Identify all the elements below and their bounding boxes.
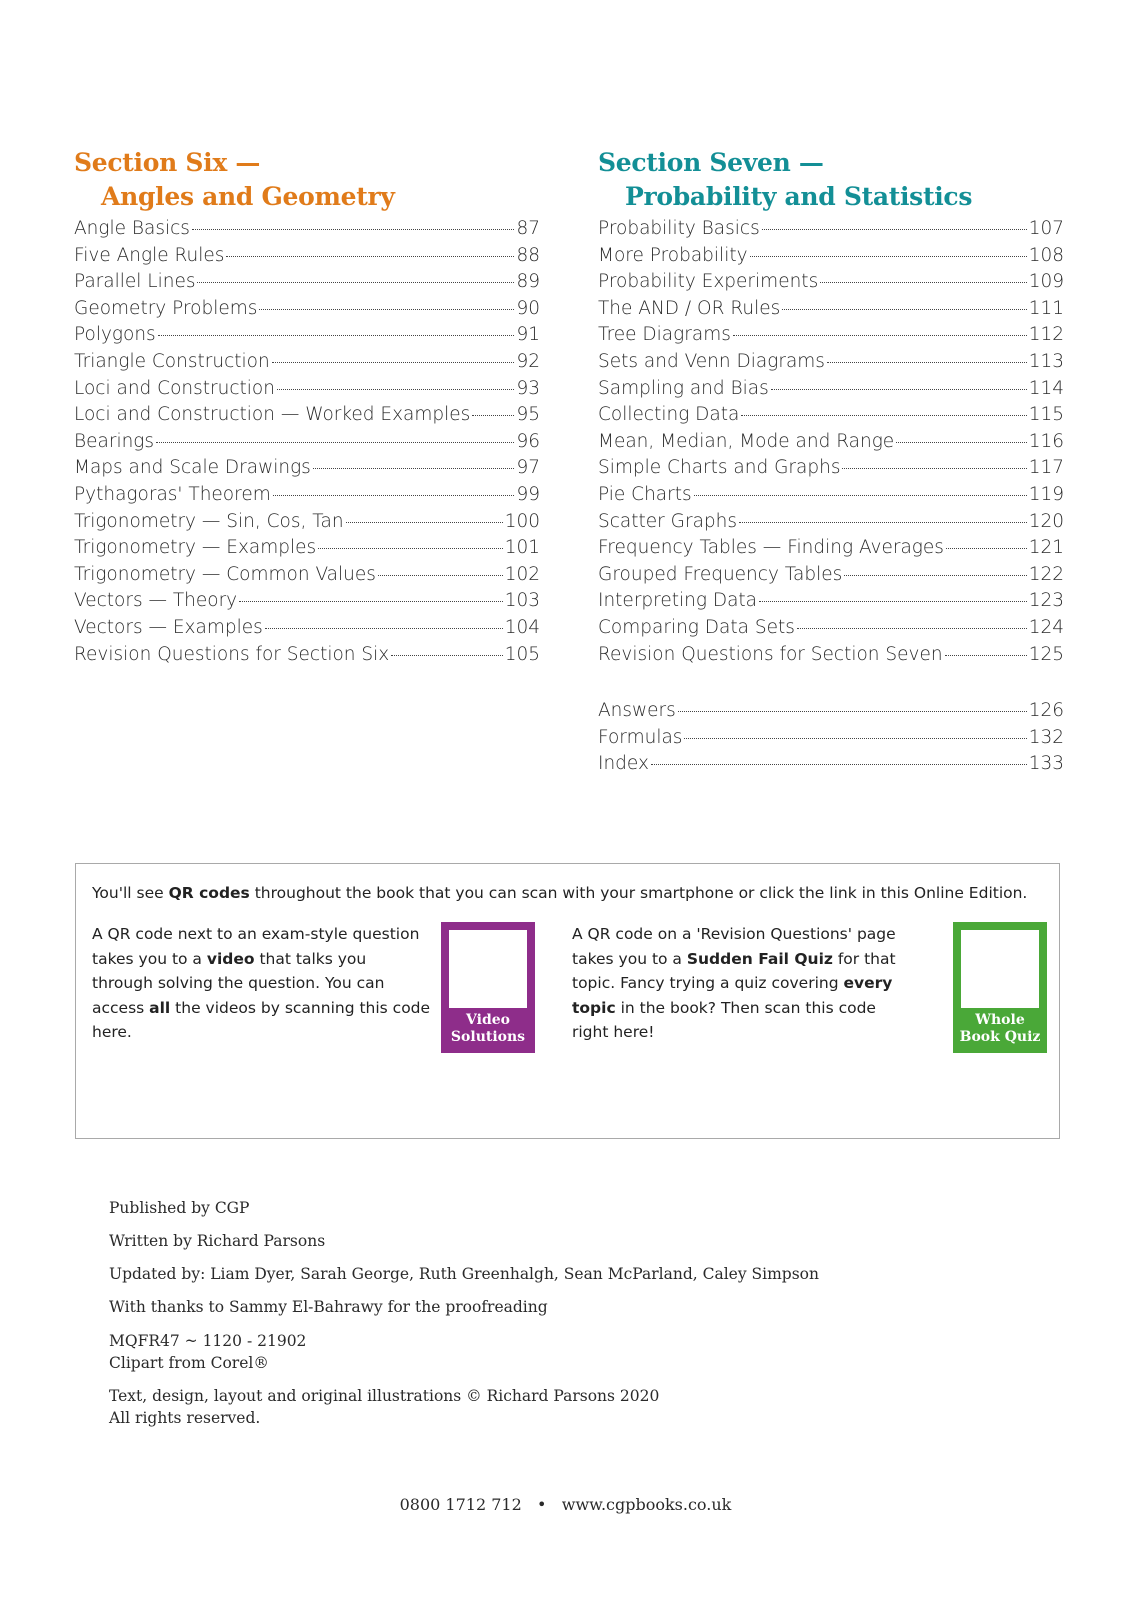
contents-entry[interactable] (598, 617, 1064, 644)
text-part: in the book? Then scan this code right here! (572, 998, 876, 1041)
qr-code-placeholder (449, 930, 527, 1008)
entry-title: Pythagoras' Theorem (74, 483, 271, 505)
text-part: that talks you through solving the question. You can access (92, 949, 385, 1017)
contents-entry[interactable] (74, 271, 540, 298)
entry-page-number: 99 (516, 483, 540, 505)
section-six-heading-line2: Angles and Geometry (101, 182, 395, 211)
dot-leader (694, 495, 1027, 496)
contents-entry[interactable] (598, 511, 1064, 538)
dot-leader (156, 442, 514, 443)
dot-leader (226, 256, 514, 257)
entry-title: Angle Basics (74, 218, 190, 239)
dot-leader (782, 309, 1026, 310)
contents-entry[interactable] (598, 431, 1064, 458)
qr-intro-part: throughout the book that you can scan with your smartphone or click the link in this Online Edition. (249, 884, 1028, 902)
written-by: Written by Richard Parsons (109, 1232, 326, 1250)
qr-code-placeholder (961, 930, 1039, 1008)
entry-page-number: 107 (1028, 218, 1064, 239)
dot-leader (277, 389, 514, 390)
entry-page-number: 92 (516, 350, 540, 372)
entry-title: Probability Basics (598, 218, 760, 239)
entry-page-number: 100 (504, 510, 540, 532)
dot-leader (827, 362, 1027, 363)
entry-title: Parallel Lines (74, 271, 196, 293)
card-label-line: Book Quiz (959, 1029, 1041, 1045)
text-part: for that topic. Fancy trying a quiz covering (572, 949, 896, 992)
dot-leader (797, 628, 1027, 629)
contents-entry[interactable] (598, 564, 1064, 591)
entry-title: Collecting Data (598, 404, 740, 426)
dot-leader (265, 628, 503, 629)
contents-entry[interactable] (74, 457, 540, 484)
text-bold: all (149, 998, 171, 1017)
dot-leader (239, 601, 503, 602)
entry-title: Vectors — Examples (74, 616, 263, 638)
section-seven-heading-line1: Section Seven — (598, 148, 824, 177)
text-part: A QR code on a 'Revision Questions' page takes you to a (572, 925, 896, 968)
dot-leader (733, 335, 1027, 336)
qr-intro-part: You'll see (92, 884, 169, 902)
entry-title: Formulas (598, 726, 683, 748)
entry-title: Trigonometry — Sin, Cos, Tan (74, 510, 344, 532)
footer-phone: 0800 1712 712 (399, 1495, 522, 1514)
card-label-line: Solutions (450, 1029, 526, 1045)
dot-leader (313, 468, 515, 469)
entry-title: Scatter Graphs (598, 510, 738, 532)
text-bold: video (206, 949, 255, 968)
entry-page-number: 90 (516, 297, 540, 319)
entry-page-number: 108 (1028, 244, 1064, 266)
entry-page-number: 105 (504, 643, 540, 665)
entry-title: Answers (598, 700, 676, 721)
text-part: the videos by scanning this code here. (92, 998, 431, 1041)
contents-entry[interactable] (598, 484, 1064, 511)
video-solutions-qr-card[interactable] (441, 922, 535, 1053)
dot-leader (750, 256, 1027, 257)
entry-title: Geometry Problems (74, 297, 258, 319)
page-footer (0, 1495, 1131, 1514)
entry-page-number: 109 (1028, 271, 1064, 293)
contents-entry[interactable] (598, 324, 1064, 351)
contents-entry[interactable] (74, 404, 540, 431)
dot-leader (762, 229, 1027, 230)
contents-entry[interactable] (74, 324, 540, 351)
dot-leader (759, 601, 1027, 602)
entry-title: Index (598, 753, 649, 775)
product-code: MQFR47 ~ 1120 - 21902 (109, 1332, 307, 1350)
dot-leader (945, 655, 1027, 656)
entry-page-number: 111 (1028, 297, 1064, 319)
entry-title: Comparing Data Sets (598, 616, 795, 638)
dot-leader (896, 442, 1027, 443)
entry-page-number: 91 (516, 324, 540, 346)
contents-entry[interactable] (74, 351, 540, 378)
entry-page-number: 87 (516, 218, 540, 239)
entry-title: Vectors — Theory (74, 590, 238, 612)
dot-leader (378, 575, 503, 576)
entry-title: Tree Diagrams (598, 324, 731, 346)
copyright-line: Text, design, layout and original illustrations © Richard Parsons 2020 (109, 1387, 660, 1405)
contents-entry[interactable] (74, 431, 540, 458)
contents-entry[interactable] (74, 590, 540, 617)
contents-entry[interactable] (598, 271, 1064, 298)
entry-title: Mean, Median, Mode and Range (598, 430, 895, 452)
footer-separator: • (537, 1495, 547, 1514)
contents-entry[interactable] (598, 404, 1064, 431)
contents-entry[interactable] (598, 644, 1064, 671)
entry-title: Polygons (74, 324, 156, 346)
contents-entry[interactable] (74, 218, 540, 245)
dot-leader (197, 282, 514, 283)
entry-page-number: 93 (516, 377, 540, 399)
entry-title: Interpreting Data (598, 590, 758, 612)
entry-title: Trigonometry — Common Values (74, 563, 376, 585)
contents-entry[interactable] (598, 351, 1064, 378)
dot-leader (946, 548, 1027, 549)
back-matter-contents (598, 700, 1064, 780)
entry-page-number: 114 (1028, 377, 1064, 399)
card-label-line: Video (466, 1012, 510, 1028)
entry-title: Probability Experiments (598, 271, 819, 293)
entry-page-number: 124 (1028, 616, 1064, 638)
entry-title: Maps and Scale Drawings (74, 457, 311, 479)
qr-intro-bold: QR codes (168, 884, 250, 902)
contents-entry[interactable] (74, 484, 540, 511)
entry-page-number: 102 (504, 563, 540, 585)
section-seven-heading-line2: Probability and Statistics (625, 182, 973, 211)
clipart-credit: Clipart from Corel® (109, 1354, 269, 1372)
updated-by: Updated by: Liam Dyer, Sarah George, Ruth Greenhalgh, Sean McParland, Caley Simpson (109, 1265, 819, 1283)
entry-page-number: 115 (1028, 404, 1064, 426)
contents-entry[interactable] (598, 753, 1064, 780)
entry-page-number: 125 (1028, 643, 1064, 665)
entry-title: Grouped Frequency Tables (598, 563, 843, 585)
text-bold: Sudden Fail Quiz (686, 949, 833, 968)
dot-leader (741, 415, 1026, 416)
contents-entry[interactable] (74, 617, 540, 644)
contents-entry[interactable] (74, 564, 540, 591)
entry-title: More Probability (598, 244, 748, 266)
entry-page-number: 119 (1028, 483, 1064, 505)
entry-title: The AND / OR Rules (598, 297, 781, 319)
dot-leader (844, 575, 1026, 576)
entry-page-number: 116 (1028, 430, 1064, 452)
entry-page-number: 95 (516, 404, 540, 426)
entry-page-number: 132 (1028, 726, 1064, 748)
published-by: Published by CGP (109, 1199, 250, 1217)
contents-entry[interactable] (74, 378, 540, 405)
contents-entry[interactable] (74, 245, 540, 272)
section-six-contents (74, 218, 540, 670)
whole-book-quiz-qr-card[interactable] (953, 922, 1047, 1053)
dot-leader (472, 415, 514, 416)
rights-line: All rights reserved. (109, 1409, 261, 1427)
video-solutions-label (441, 1012, 535, 1046)
entry-page-number: 96 (516, 430, 540, 452)
qr-code-info-box (75, 863, 1060, 1139)
contents-entry[interactable] (598, 590, 1064, 617)
dot-leader (739, 522, 1027, 523)
dot-leader (273, 495, 515, 496)
dot-leader (346, 522, 503, 523)
section-six-heading-line1: Section Six — (74, 148, 261, 177)
entry-page-number: 103 (504, 590, 540, 612)
entry-page-number: 104 (504, 616, 540, 638)
section-seven-contents (598, 218, 1064, 670)
entry-page-number: 112 (1028, 324, 1064, 346)
entry-page-number: 101 (504, 537, 540, 559)
contents-entry[interactable] (598, 378, 1064, 405)
entry-page-number: 97 (516, 457, 540, 479)
entry-page-number: 121 (1028, 537, 1064, 559)
entry-title: Revision Questions for Section Six (74, 643, 390, 665)
entry-title: Trigonometry — Examples (74, 537, 317, 559)
contents-entry[interactable] (598, 700, 1064, 727)
entry-title: Frequency Tables — Finding Averages (598, 537, 944, 559)
entry-page-number: 122 (1028, 563, 1064, 585)
sudden-fail-quiz-text (572, 922, 912, 1045)
entry-page-number: 117 (1028, 457, 1064, 479)
dot-leader (318, 548, 503, 549)
entry-title: Revision Questions for Section Seven (598, 643, 943, 665)
entry-title: Loci and Construction (74, 377, 275, 399)
card-label-line: Whole (975, 1012, 1025, 1028)
text-part: A QR code next to an exam-style question takes you to a (92, 925, 420, 968)
entry-page-number: 123 (1028, 590, 1064, 612)
dot-leader (771, 389, 1027, 390)
whole-book-quiz-label (953, 1012, 1047, 1046)
entry-title: Sampling and Bias (598, 377, 769, 399)
dot-leader (678, 711, 1027, 712)
entry-title: Loci and Construction — Worked Examples (74, 404, 471, 426)
entry-page-number: 133 (1028, 753, 1064, 775)
entry-page-number: 88 (516, 244, 540, 266)
contents-entry[interactable] (74, 537, 540, 564)
contents-entry[interactable] (598, 457, 1064, 484)
entry-page-number: 126 (1028, 700, 1064, 721)
contents-entry[interactable] (598, 218, 1064, 245)
thanks-line: With thanks to Sammy El-Bahrawy for the proofreading (109, 1298, 548, 1316)
entry-title: Triangle Construction (74, 350, 270, 372)
entry-page-number: 113 (1028, 350, 1064, 372)
entry-title: Pie Charts (598, 483, 692, 505)
entry-page-number: 120 (1028, 510, 1064, 532)
text-bold: every topic (572, 974, 893, 1017)
dot-leader (158, 335, 515, 336)
dot-leader (684, 738, 1026, 739)
dot-leader (259, 309, 514, 310)
dot-leader (651, 764, 1027, 765)
dot-leader (272, 362, 515, 363)
dot-leader (391, 655, 502, 656)
contents-entry[interactable] (598, 245, 1064, 272)
section-seven-heading (598, 146, 972, 214)
video-solutions-text (92, 922, 432, 1045)
dot-leader (842, 468, 1026, 469)
contents-entry[interactable] (598, 298, 1064, 325)
section-six-heading (74, 146, 395, 214)
contents-entry[interactable] (598, 537, 1064, 564)
entry-title: Bearings (74, 430, 155, 452)
footer-website[interactable]: www.cgpbooks.co.uk (561, 1495, 732, 1514)
contents-entry[interactable] (598, 727, 1064, 754)
entry-title: Five Angle Rules (74, 244, 225, 266)
entry-page-number: 89 (516, 271, 540, 293)
dot-leader (820, 282, 1026, 283)
contents-entry[interactable] (74, 298, 540, 325)
dot-leader (192, 229, 515, 230)
entry-title: Sets and Venn Diagrams (598, 350, 825, 372)
qr-intro-text (92, 884, 1027, 902)
entry-title: Simple Charts and Graphs (598, 457, 841, 479)
contents-entry[interactable] (74, 644, 540, 671)
contents-entry[interactable] (74, 511, 540, 538)
